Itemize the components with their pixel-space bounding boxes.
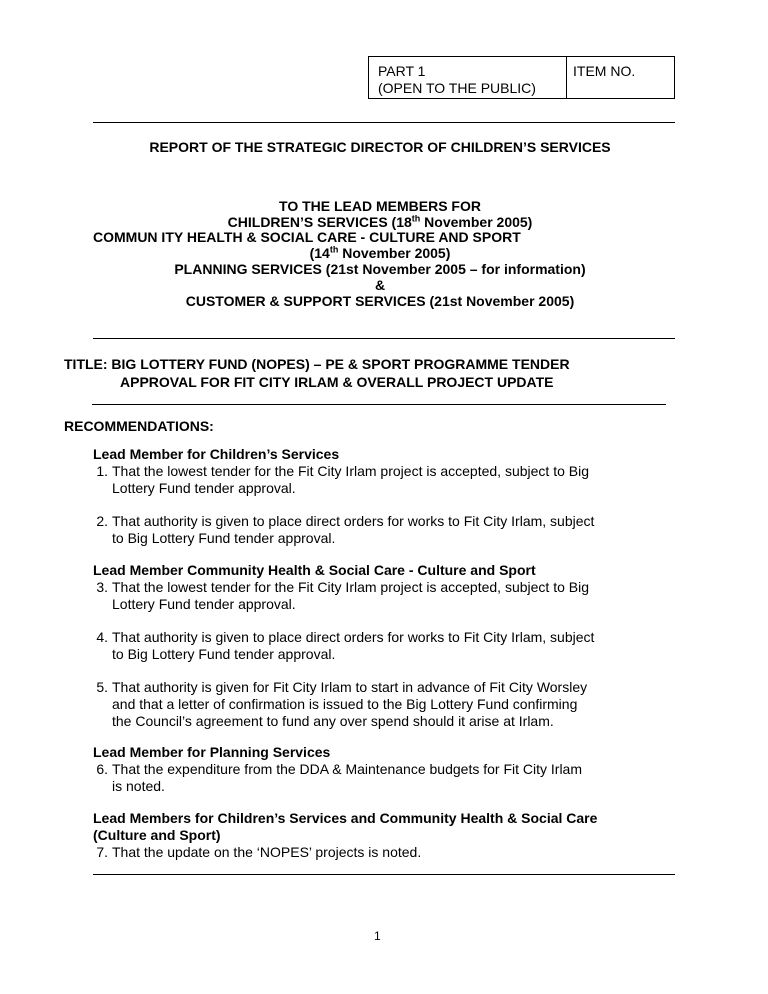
item-text: to Big Lottery Fund tender approval. (112, 646, 336, 662)
title-line-1: TITLE: BIG LOTTERY FUND (NOPES) – PE & SPORT PROGRAMME TENDER (64, 356, 570, 372)
to-line-4: (14th November 2005) (309, 244, 451, 261)
part-label: PART 1 (378, 63, 426, 79)
report-of: REPORT OF THE STRATEGIC DIRECTOR OF CHILDREN’S SERVICES (149, 139, 611, 155)
item-text: That the update on the ‘NOPES’ projects is noted. (112, 844, 422, 860)
to-line-1: TO THE LEAD MEMBERS FOR (279, 198, 481, 214)
recommendation-item (96, 761, 682, 795)
item-text: Lottery Fund tender approval. (112, 596, 296, 612)
divider (92, 404, 666, 405)
item-no-cell (567, 57, 674, 98)
part-cell (369, 57, 567, 98)
item-number: 5. (96, 679, 108, 695)
item-number: 6. (96, 761, 108, 777)
item-text: That the lowest tender for the Fit City Irlam project is accepted, subject to Big (112, 579, 589, 595)
section-heading-planning: Lead Member for Planning Services (93, 744, 331, 760)
section-heading-childrens: Lead Member for Children’s Services (93, 446, 340, 462)
section-heading-joint-sub: (Culture and Sport) (93, 827, 221, 843)
recommendation-item (96, 844, 682, 861)
item-number: 3. (96, 579, 108, 595)
item-text: That authority is given for Fit City Irlam to start in advance of Fit City Worsley (112, 679, 588, 695)
page-number: 1 (374, 929, 381, 943)
item-text: the Council’s agreement to fund any over spend should it arise at Irlam. (112, 713, 554, 729)
item-number: 7. (96, 844, 108, 860)
to-line-7: CUSTOMER & SUPPORT SERVICES (21st November 2005) (185, 293, 575, 309)
divider (93, 874, 675, 875)
to-line-2: CHILDREN’S SERVICES (18th November 2005) (227, 213, 533, 230)
recommendation-item (96, 513, 682, 547)
part-subtitle: (OPEN TO THE PUBLIC) (378, 80, 536, 96)
section-heading-community: Lead Member Community Health & Social Care - Culture and Sport (93, 562, 536, 578)
item-text: is noted. (112, 778, 165, 794)
item-text: and that a letter of confirmation is issued to the Big Lottery Fund confirming (112, 696, 578, 712)
divider (93, 338, 675, 339)
header-box (368, 56, 675, 99)
item-text: Lottery Fund tender approval. (112, 480, 296, 496)
to-line-6: & (374, 277, 386, 293)
divider (93, 122, 675, 123)
section-heading-joint: Lead Members for Children’s Services and Community Health & Social Care (93, 810, 598, 826)
item-no-label: ITEM NO. (573, 63, 636, 79)
item-number: 2. (96, 513, 108, 529)
recommendation-item (96, 463, 682, 497)
recommendation-item (96, 679, 682, 730)
item-number: 1. (96, 463, 108, 479)
recommendation-item (96, 579, 682, 613)
recommendation-item (96, 629, 682, 663)
recommendations-heading: RECOMMENDATIONS: (64, 418, 214, 434)
item-text: That the expenditure from the DDA & Maintenance budgets for Fit City Irlam (112, 761, 582, 777)
item-number: 4. (96, 629, 108, 645)
to-line-3: COMMUN ITY HEALTH & SOCIAL CARE - CULTURE AND SPORT (93, 229, 521, 245)
item-text: That authority is given to place direct orders for works to Fit City Irlam, subject (112, 513, 595, 529)
item-text: to Big Lottery Fund tender approval. (112, 530, 336, 546)
to-line-5: PLANNING SERVICES (21st November 2005 – for information) (174, 261, 586, 277)
title-line-2: APPROVAL FOR FIT CITY IRLAM & OVERALL PROJECT UPDATE (120, 374, 554, 390)
item-text: That authority is given to place direct orders for works to Fit City Irlam, subject (112, 629, 595, 645)
item-text: That the lowest tender for the Fit City Irlam project is accepted, subject to Big (112, 463, 589, 479)
